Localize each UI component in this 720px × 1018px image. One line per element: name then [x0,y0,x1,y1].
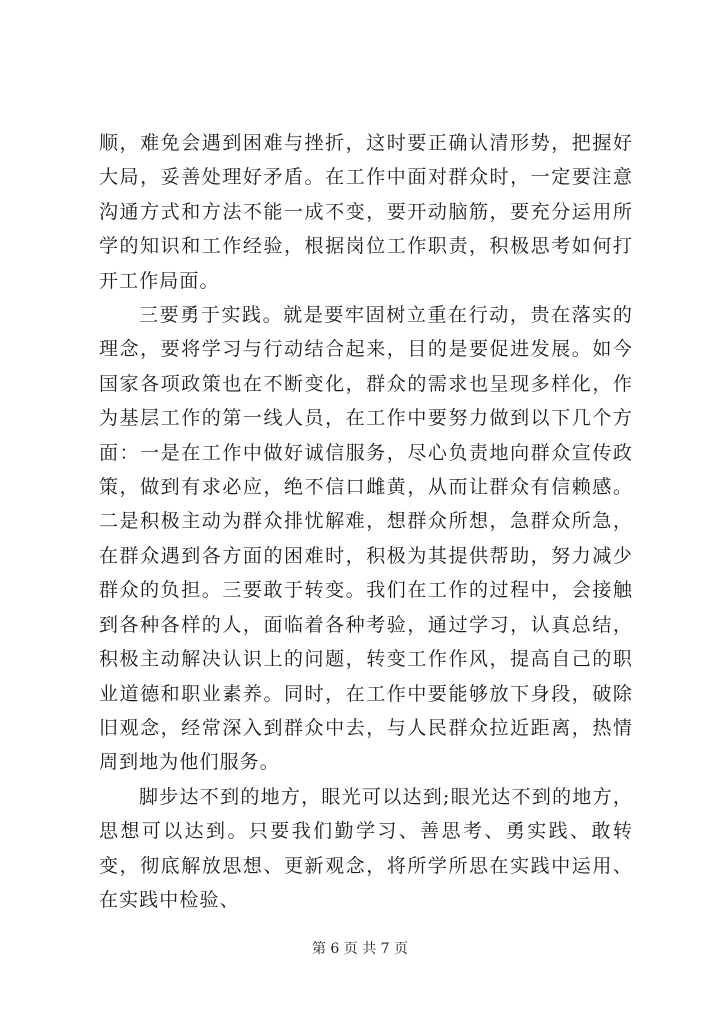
document-body [99,126,633,917]
paragraph-conclusion: 脚步达不到的地方，眼光可以达到;眼光达不到的地方，思想可以达到。只要我们勤学习、善思考、勇实践、敢转变，彻底解放思想、更新观念，将所学所思在实践中运用、在实践中检验、 [99,785,633,911]
paragraph-continuation: 顺，难免会遇到困难与挫折，这时要正确认清形势，把握好大局，妥善处理好矛盾。在工作中面对群众时，一定要注意沟通方式和方法不能一成不变，要开动脑筋，要充分运用所学的知识和工作经验，根据岗位工作职责，积极思考如何打开工作局面。 [99,132,633,292]
page-footer: 第 6 页 共 7 页 [311,941,409,957]
paragraph-practice: 三要勇于实践。就是要牢固树立重在行动，贵在落实的理念，要将学习与行动结合起来，目的是要促进发展。如今国家各项政策也在不断变化，群众的需求也呈现多样化，作为基层工作的第一线人员，在工作中要努力做到以下几个方面：一是在工作中做好诚信服务，尽心负责地向群众宣传政策，做到有求必应，绝不信口雌黄，从而让群众有信赖感。二是积极主动为群众排忧解难，想群众所想，急群众所急，在群众遇到各方面的困难时，积极为其提供帮助，努力减少群众的负担。三要敢于转变。我们在工作的过程中，会接触到各种各样的人，面临着各种考验，通过学习，认真总结，积极主动解决认识上的问题，转变工作作风，提高自己的职业道德和职业素养。同时，在工作中要能够放下身段，破除旧观念，经常深入到群众中去，与人民群众拉近距离，热情周到地为他们服务。 [99,304,633,774]
